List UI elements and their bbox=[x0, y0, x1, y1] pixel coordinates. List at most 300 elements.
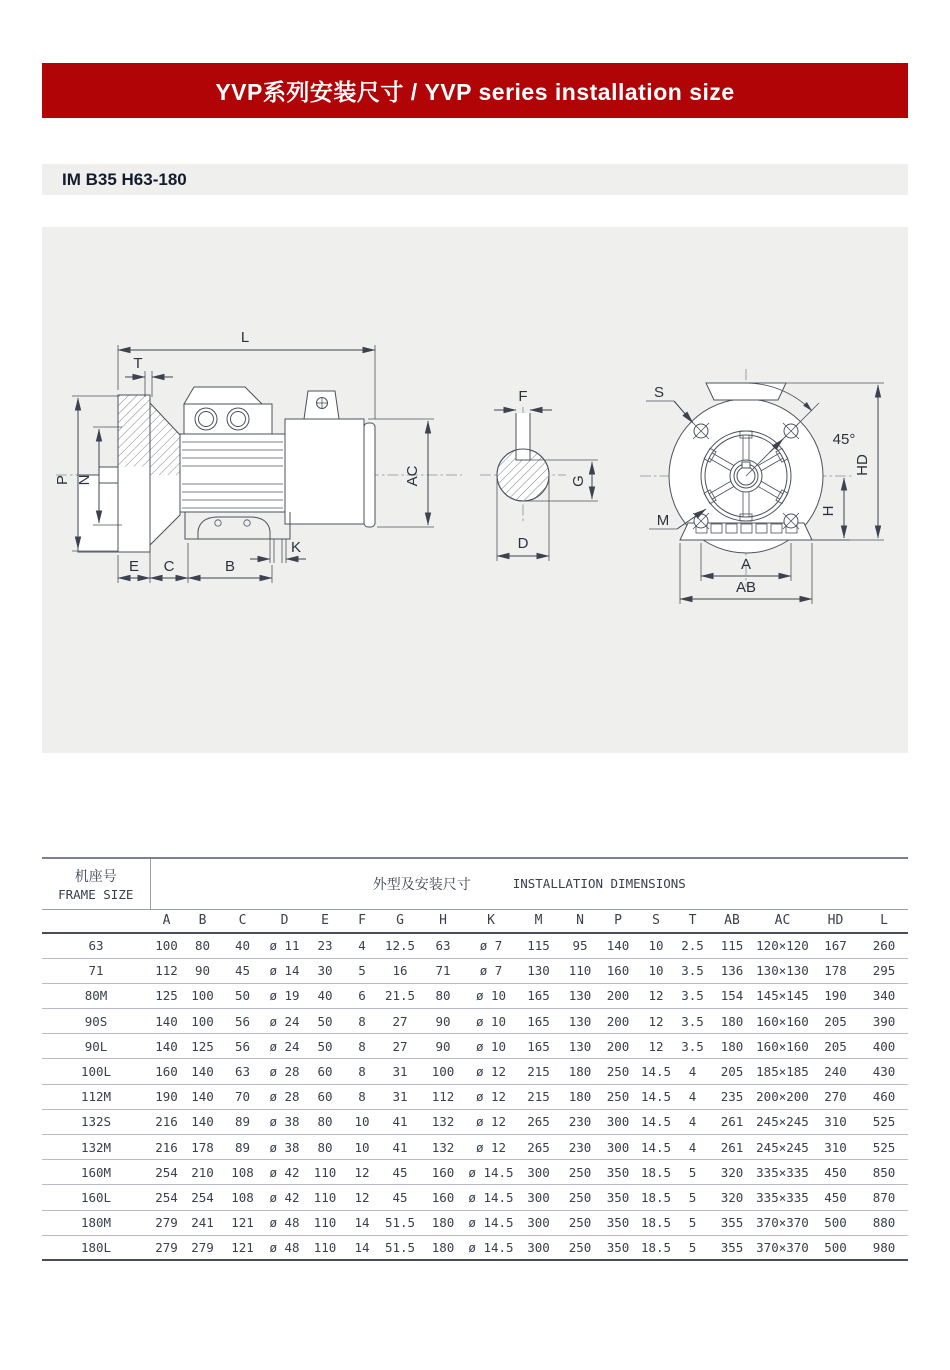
dimensions-header bbox=[150, 858, 908, 909]
frame-size-cell: 180M bbox=[42, 1210, 150, 1235]
dim-value-cell: 205 bbox=[710, 1059, 754, 1084]
dim-value-cell: 71 bbox=[420, 958, 466, 983]
dim-value-cell: 167 bbox=[824, 938, 847, 954]
dim-value-cell: 340 bbox=[860, 983, 908, 1008]
dim-value-cell: ø 28 bbox=[263, 1084, 306, 1109]
dim-value-cell: 525 bbox=[860, 1135, 908, 1160]
dim-value-cell: 250 bbox=[561, 1235, 599, 1260]
dim-value-cell: 120×120 bbox=[756, 938, 809, 954]
dim-value-cell: 295 bbox=[860, 958, 908, 983]
dim-value-cell: ø 48 bbox=[263, 1235, 306, 1260]
front-view-drawing bbox=[640, 369, 884, 604]
dim-value-cell: ø 19 bbox=[263, 983, 306, 1008]
dim-value-cell: 279 bbox=[150, 1235, 183, 1260]
dim-value-cell: 10 bbox=[344, 1109, 380, 1134]
dim-value-cell: 12 bbox=[637, 1009, 675, 1034]
frame-size-cell: 132S bbox=[42, 1109, 150, 1134]
dim-value-cell: 60 bbox=[306, 1059, 344, 1084]
dim-value-cell: 100 bbox=[183, 1009, 222, 1034]
dim-value-cell: 250 bbox=[561, 1160, 599, 1185]
dim-value-cell: 23 bbox=[317, 938, 333, 954]
dim-letter-header: B bbox=[183, 909, 222, 933]
dim-value-cell: 51.5 bbox=[380, 1235, 420, 1260]
dim-value-cell: 110 bbox=[561, 958, 599, 983]
foot-bolt-holes bbox=[270, 539, 286, 563]
dim-value-cell: 245×245 bbox=[754, 1135, 811, 1160]
dim-value-cell: 254 bbox=[150, 1160, 183, 1185]
frame-size-cell: 160L bbox=[42, 1185, 150, 1210]
dim-value-cell: 4 bbox=[358, 938, 366, 954]
dim-value-cell: 261 bbox=[710, 1109, 754, 1134]
frame-row bbox=[42, 1009, 908, 1034]
dim-value-cell: 110 bbox=[306, 1160, 344, 1185]
dim-value-cell: 14.5 bbox=[637, 1084, 675, 1109]
dim-value-cell: 18.5 bbox=[637, 1235, 675, 1260]
dim-value-cell: 50 bbox=[306, 1034, 344, 1059]
dim-value-cell: ø 10 bbox=[466, 983, 516, 1008]
dim-value-cell: 320 bbox=[710, 1185, 754, 1210]
dim-label-D: D bbox=[517, 535, 529, 552]
dim-value-cell: 390 bbox=[860, 1009, 908, 1034]
dim-value-cell: ø 42 bbox=[263, 1160, 306, 1185]
dim-value-cell: 140 bbox=[150, 1009, 183, 1034]
dim-value-cell: 100 bbox=[183, 983, 222, 1008]
dim-value-cell: 154 bbox=[710, 983, 754, 1008]
dim-label-M: M bbox=[656, 512, 670, 529]
dim-letters-row bbox=[42, 909, 908, 933]
dim-value-cell: 240 bbox=[811, 1059, 860, 1084]
dim-value-cell: 60 bbox=[306, 1084, 344, 1109]
frame-size-cell: 132M bbox=[42, 1135, 150, 1160]
frame-row bbox=[42, 1084, 908, 1109]
dim-value-cell: 10 bbox=[344, 1135, 380, 1160]
dim-value-cell: 355 bbox=[710, 1235, 754, 1260]
dim-value-cell: 250 bbox=[561, 1210, 599, 1235]
frame-row bbox=[42, 1160, 908, 1185]
dim-letter-header: S bbox=[637, 909, 675, 933]
dim-value-cell: 245×245 bbox=[754, 1109, 811, 1134]
frame-size-cell: 112M bbox=[42, 1084, 150, 1109]
dim-value-cell: 320 bbox=[710, 1160, 754, 1185]
dim-value-cell: ø 12 bbox=[466, 1109, 516, 1134]
frame-size-header bbox=[42, 858, 150, 909]
side-view-drawing bbox=[54, 329, 462, 583]
dim-value-cell: 14.5 bbox=[637, 1135, 675, 1160]
dim-value-cell: 136 bbox=[710, 958, 754, 983]
dim-value-cell: 265 bbox=[516, 1135, 561, 1160]
dim-value-cell: 130×130 bbox=[754, 958, 811, 983]
dim-value-cell: 180 bbox=[561, 1084, 599, 1109]
dim-label-B: B bbox=[224, 558, 236, 575]
dim-letter-header: T bbox=[675, 909, 710, 933]
mounting-type-label: IM B35 H63-180 bbox=[62, 169, 187, 189]
dim-letter-header: M bbox=[516, 909, 561, 933]
dim-value-cell: 14.5 bbox=[637, 1109, 675, 1134]
dim-value-cell: 160 bbox=[150, 1059, 183, 1084]
dim-value-cell: ø 24 bbox=[263, 1009, 306, 1034]
dim-value-cell: 90 bbox=[420, 1034, 466, 1059]
dim-value-cell: 18.5 bbox=[637, 1210, 675, 1235]
dim-label-S: S bbox=[653, 384, 665, 401]
dim-value-cell: 310 bbox=[811, 1135, 860, 1160]
dim-value-cell: ø 12 bbox=[466, 1135, 516, 1160]
dim-value-cell: 180 bbox=[561, 1059, 599, 1084]
dim-value-cell: 14.5 bbox=[637, 1059, 675, 1084]
dim-value-cell: 310 bbox=[811, 1109, 860, 1134]
dim-letter-header: F bbox=[344, 909, 380, 933]
dim-value-cell: 40 bbox=[234, 938, 251, 954]
mounting-type-bar bbox=[42, 164, 908, 195]
dim-value-cell: 335×335 bbox=[754, 1160, 811, 1185]
dim-label-E: E bbox=[128, 558, 140, 575]
frame-row bbox=[42, 933, 908, 958]
dim-value-cell: 5 bbox=[675, 1235, 710, 1260]
dim-value-cell: 3.5 bbox=[675, 983, 710, 1008]
dim-value-cell: 265 bbox=[516, 1109, 561, 1134]
dim-value-cell: 56 bbox=[222, 1034, 263, 1059]
dim-value-cell: 5 bbox=[675, 1210, 710, 1235]
dim-value-cell: 40 bbox=[306, 983, 344, 1008]
dim-value-cell: 350 bbox=[599, 1185, 637, 1210]
drawing-panel bbox=[42, 227, 908, 753]
dim-value-cell: 165 bbox=[516, 1009, 561, 1034]
dim-value-cell: 300 bbox=[516, 1185, 561, 1210]
dim-value-cell: 160×160 bbox=[754, 1034, 811, 1059]
dim-value-cell: 200 bbox=[599, 1009, 637, 1034]
dim-value-cell: 300 bbox=[599, 1109, 637, 1134]
frame-col-spacer bbox=[42, 909, 150, 933]
dim-value-cell: 400 bbox=[860, 1034, 908, 1059]
dim-value-cell: 160 bbox=[420, 1185, 466, 1210]
dim-value-cell: 115 bbox=[720, 938, 744, 954]
dim-value-cell: 18.5 bbox=[637, 1185, 675, 1210]
dim-letter-header: L bbox=[860, 909, 908, 933]
dim-value-cell: 980 bbox=[860, 1235, 908, 1260]
dim-value-cell: 355 bbox=[710, 1210, 754, 1235]
dim-label-F: F bbox=[518, 388, 528, 405]
dim-value-cell: 260 bbox=[872, 938, 896, 954]
dim-value-cell: 140 bbox=[183, 1084, 222, 1109]
dim-value-cell: 350 bbox=[599, 1210, 637, 1235]
dim-value-cell: 12.5 bbox=[384, 938, 416, 954]
frame-row bbox=[42, 1210, 908, 1235]
dim-label-H: H bbox=[820, 505, 837, 517]
dim-value-cell: 140 bbox=[183, 1109, 222, 1134]
dim-value-cell: 130 bbox=[561, 983, 599, 1008]
dim-value-cell: 110 bbox=[306, 1185, 344, 1210]
dim-value-cell: 241 bbox=[183, 1210, 222, 1235]
dim-value-cell: 370×370 bbox=[754, 1210, 811, 1235]
dim-value-cell: 160 bbox=[599, 958, 637, 983]
page-title: YVP系列安装尺寸 / YVP series installation size bbox=[215, 79, 735, 105]
dim-value-cell: 180 bbox=[420, 1235, 466, 1260]
dim-value-cell: 230 bbox=[561, 1109, 599, 1134]
dim-value-cell: 27 bbox=[380, 1009, 420, 1034]
dim-value-cell: 335×335 bbox=[754, 1185, 811, 1210]
dim-label-K: K bbox=[290, 539, 302, 556]
dim-value-cell: 270 bbox=[811, 1084, 860, 1109]
dim-value-cell: ø 12 bbox=[466, 1059, 516, 1084]
dim-value-cell: 350 bbox=[599, 1235, 637, 1260]
dim-value-cell: 880 bbox=[860, 1210, 908, 1235]
dim-value-cell: 132 bbox=[420, 1135, 466, 1160]
installation-drawing bbox=[42, 227, 908, 753]
dim-letter-header: AB bbox=[710, 909, 754, 933]
dim-value-cell: 178 bbox=[183, 1135, 222, 1160]
dim-value-cell: 279 bbox=[150, 1210, 183, 1235]
dim-value-cell: 108 bbox=[222, 1185, 263, 1210]
frame-row bbox=[42, 983, 908, 1008]
dim-value-cell: ø 14.5 bbox=[466, 1235, 516, 1260]
dimension-table-body bbox=[42, 933, 908, 1260]
dim-value-cell: 41 bbox=[380, 1109, 420, 1134]
dim-value-cell: 80 bbox=[306, 1135, 344, 1160]
dim-value-cell: ø 38 bbox=[263, 1109, 306, 1134]
dim-value-cell: 30 bbox=[306, 958, 344, 983]
dim-value-cell: 56 bbox=[222, 1009, 263, 1034]
dim-value-cell: 261 bbox=[710, 1135, 754, 1160]
dim-value-cell: 10 bbox=[648, 938, 664, 954]
dim-value-cell: 190 bbox=[811, 983, 860, 1008]
dim-value-cell: 279 bbox=[183, 1235, 222, 1260]
page-content bbox=[42, 63, 908, 1261]
dim-letter-header: HD bbox=[811, 909, 860, 933]
frame-row bbox=[42, 1185, 908, 1210]
dim-value-cell: ø 14 bbox=[263, 958, 306, 983]
dim-value-cell: ø 10 bbox=[466, 1009, 516, 1034]
dim-value-cell: 140 bbox=[606, 938, 630, 954]
dim-value-cell: ø 48 bbox=[263, 1210, 306, 1235]
dim-label-C: C bbox=[163, 558, 175, 575]
dim-value-cell: 80 bbox=[194, 938, 211, 954]
table-header-row bbox=[42, 858, 908, 909]
dim-value-cell: 460 bbox=[860, 1084, 908, 1109]
dim-letter-header: AC bbox=[754, 909, 811, 933]
dim-value-cell: 8 bbox=[344, 1084, 380, 1109]
dim-label-P: P bbox=[54, 474, 71, 486]
dim-value-cell: 145×145 bbox=[754, 983, 811, 1008]
dim-value-cell: 90 bbox=[183, 958, 222, 983]
dim-value-cell: 8 bbox=[344, 1059, 380, 1084]
dim-value-cell: 300 bbox=[516, 1160, 561, 1185]
dim-value-cell: 3.5 bbox=[675, 958, 710, 983]
dim-value-cell: 10 bbox=[637, 958, 675, 983]
dim-value-cell: 250 bbox=[599, 1084, 637, 1109]
dim-letter-header: E bbox=[306, 909, 344, 933]
dim-letter-header: G bbox=[380, 909, 420, 933]
dim-letter-header: H bbox=[420, 909, 466, 933]
dim-value-cell: 850 bbox=[860, 1160, 908, 1185]
dim-value-cell: 130 bbox=[561, 1009, 599, 1034]
dim-label-HD: HD bbox=[854, 454, 871, 476]
dim-value-cell: 5 bbox=[675, 1160, 710, 1185]
dim-value-cell: 80 bbox=[306, 1109, 344, 1134]
frame-row bbox=[42, 1135, 908, 1160]
dim-value-cell: ø 11 bbox=[269, 938, 300, 954]
dim-value-cell: 100 bbox=[155, 938, 178, 954]
dim-value-cell: 205 bbox=[811, 1034, 860, 1059]
frame-size-header-en: FRAME SIZE bbox=[58, 886, 134, 902]
dim-value-cell: 31 bbox=[380, 1059, 420, 1084]
dim-letter-header: C bbox=[222, 909, 263, 933]
dim-value-cell: 4 bbox=[675, 1135, 710, 1160]
dim-value-cell: 45 bbox=[380, 1160, 420, 1185]
dim-value-cell: 165 bbox=[516, 1034, 561, 1059]
dim-value-cell: 89 bbox=[222, 1109, 263, 1134]
dim-value-cell: 450 bbox=[811, 1185, 860, 1210]
dim-value-cell: 300 bbox=[599, 1135, 637, 1160]
dim-value-cell: 132 bbox=[420, 1109, 466, 1134]
dimensions-header-zh: 外型及安装尺寸 bbox=[372, 875, 471, 892]
dim-value-cell: ø 7 bbox=[466, 958, 516, 983]
dim-value-cell: 90 bbox=[420, 1009, 466, 1034]
dim-value-cell: 300 bbox=[516, 1210, 561, 1235]
dim-value-cell: 185×185 bbox=[754, 1059, 811, 1084]
dim-letter-header: D bbox=[263, 909, 306, 933]
dim-value-cell: 250 bbox=[599, 1059, 637, 1084]
dim-value-cell: 51.5 bbox=[380, 1210, 420, 1235]
dim-value-cell: 254 bbox=[150, 1185, 183, 1210]
dim-value-cell: 870 bbox=[860, 1185, 908, 1210]
dim-value-cell: 12 bbox=[344, 1160, 380, 1185]
dim-value-cell: 215 bbox=[516, 1084, 561, 1109]
dim-value-cell: 430 bbox=[860, 1059, 908, 1084]
frame-row bbox=[42, 1034, 908, 1059]
dim-value-cell: ø 28 bbox=[263, 1059, 306, 1084]
dim-value-cell: 12 bbox=[637, 1034, 675, 1059]
frame-size-cell: 71 bbox=[42, 958, 150, 983]
dim-value-cell: 3.5 bbox=[675, 1009, 710, 1034]
dim-value-cell: 178 bbox=[811, 958, 860, 983]
dim-value-cell: 115 bbox=[527, 938, 550, 954]
frame-size-cell: 63 bbox=[88, 938, 104, 954]
dim-value-cell: 250 bbox=[561, 1185, 599, 1210]
dim-value-cell: 21.5 bbox=[380, 983, 420, 1008]
dim-letter-header: K bbox=[466, 909, 516, 933]
dim-value-cell: ø 38 bbox=[263, 1135, 306, 1160]
dim-value-cell: 121 bbox=[222, 1235, 263, 1260]
dim-value-cell: 41 bbox=[380, 1135, 420, 1160]
dim-value-cell: 63 bbox=[435, 938, 451, 954]
dim-label-AB: AB bbox=[735, 579, 757, 596]
dim-value-cell: 180 bbox=[710, 1034, 754, 1059]
frame-size-cell: 180L bbox=[42, 1235, 150, 1260]
dim-value-cell: 130 bbox=[561, 1034, 599, 1059]
dim-letter-header: A bbox=[150, 909, 183, 933]
dim-label-G: G bbox=[570, 475, 587, 487]
dim-value-cell: 14 bbox=[344, 1235, 380, 1260]
dim-value-cell: 210 bbox=[183, 1160, 222, 1185]
dim-value-cell: 108 bbox=[222, 1160, 263, 1185]
dim-value-cell: 200 bbox=[599, 983, 637, 1008]
dim-value-cell: 500 bbox=[811, 1210, 860, 1235]
dim-value-cell: 450 bbox=[811, 1160, 860, 1185]
dim-value-cell: 45 bbox=[380, 1185, 420, 1210]
dim-value-cell: ø 7 bbox=[479, 938, 503, 954]
frame-size-header-zh: 机座号 bbox=[74, 867, 117, 884]
dim-label-A: A bbox=[740, 556, 752, 573]
dim-value-cell: 50 bbox=[306, 1009, 344, 1034]
dim-value-cell: 70 bbox=[222, 1084, 263, 1109]
dim-value-cell: 160 bbox=[420, 1160, 466, 1185]
shaft-section-drawing bbox=[480, 388, 598, 561]
dim-value-cell: 300 bbox=[516, 1235, 561, 1260]
dim-value-cell: 50 bbox=[222, 983, 263, 1008]
dim-value-cell: 165 bbox=[516, 983, 561, 1008]
dim-value-cell: 110 bbox=[306, 1235, 344, 1260]
frame-row bbox=[42, 1059, 908, 1084]
dim-value-cell: 125 bbox=[183, 1034, 222, 1059]
dim-letter-header: N bbox=[561, 909, 599, 933]
dim-value-cell: 370×370 bbox=[754, 1235, 811, 1260]
dim-value-cell: 205 bbox=[811, 1009, 860, 1034]
dim-value-cell: 8 bbox=[344, 1034, 380, 1059]
dim-letter-header: P bbox=[599, 909, 637, 933]
frame-size-cell: 160M bbox=[42, 1160, 150, 1185]
dim-value-cell: 130 bbox=[516, 958, 561, 983]
dim-value-cell: 350 bbox=[599, 1160, 637, 1185]
dim-value-cell: 14 bbox=[344, 1210, 380, 1235]
dim-value-cell: 5 bbox=[344, 958, 380, 983]
dim-value-cell: ø 42 bbox=[263, 1185, 306, 1210]
dim-value-cell: 230 bbox=[561, 1135, 599, 1160]
dim-value-cell: 4 bbox=[675, 1084, 710, 1109]
dim-value-cell: 140 bbox=[183, 1059, 222, 1084]
dim-value-cell: ø 10 bbox=[466, 1034, 516, 1059]
dim-value-cell: 180 bbox=[420, 1210, 466, 1235]
frame-size-cell: 100L bbox=[42, 1059, 150, 1084]
dim-value-cell: 6 bbox=[344, 983, 380, 1008]
dim-value-cell: ø 12 bbox=[466, 1084, 516, 1109]
dim-value-cell: 500 bbox=[811, 1235, 860, 1260]
dim-value-cell: 5 bbox=[675, 1185, 710, 1210]
installation-dimensions-table bbox=[42, 857, 908, 1261]
frame-size-cell: 90L bbox=[42, 1034, 150, 1059]
dim-value-cell: 215 bbox=[516, 1059, 561, 1084]
dim-label-45deg: 45° bbox=[832, 431, 856, 448]
dim-value-cell: 112 bbox=[420, 1084, 466, 1109]
dim-value-cell: 4 bbox=[675, 1109, 710, 1134]
dim-value-cell: 200×200 bbox=[754, 1084, 811, 1109]
dim-value-cell: 16 bbox=[380, 958, 420, 983]
dim-value-cell: 254 bbox=[183, 1185, 222, 1210]
dim-value-cell: 18.5 bbox=[637, 1160, 675, 1185]
dim-value-cell: ø 24 bbox=[263, 1034, 306, 1059]
frame-row bbox=[42, 958, 908, 983]
dim-label-AC: AC bbox=[404, 465, 421, 487]
dim-value-cell: 235 bbox=[710, 1084, 754, 1109]
dim-value-cell: 45 bbox=[222, 958, 263, 983]
dim-value-cell: 190 bbox=[150, 1084, 183, 1109]
dim-value-cell: 2.5 bbox=[681, 938, 704, 954]
dim-label-L: L bbox=[240, 329, 250, 346]
page-title-banner bbox=[42, 63, 908, 118]
frame-size-cell: 80M bbox=[42, 983, 150, 1008]
dimensions-header-en: INSTALLATION DIMENSIONS bbox=[512, 876, 686, 892]
dim-value-cell: 12 bbox=[344, 1185, 380, 1210]
dim-value-cell: 95 bbox=[572, 938, 588, 954]
dim-value-cell: 27 bbox=[380, 1034, 420, 1059]
dim-value-cell: 89 bbox=[222, 1135, 263, 1160]
dim-value-cell: 12 bbox=[637, 983, 675, 1008]
dim-value-cell: 125 bbox=[150, 983, 183, 1008]
dim-value-cell: 63 bbox=[222, 1059, 263, 1084]
dim-value-cell: ø 14.5 bbox=[466, 1160, 516, 1185]
dim-value-cell: ø 14.5 bbox=[466, 1185, 516, 1210]
dim-value-cell: 100 bbox=[420, 1059, 466, 1084]
dim-value-cell: 216 bbox=[150, 1109, 183, 1134]
dim-value-cell: 3.5 bbox=[675, 1034, 710, 1059]
